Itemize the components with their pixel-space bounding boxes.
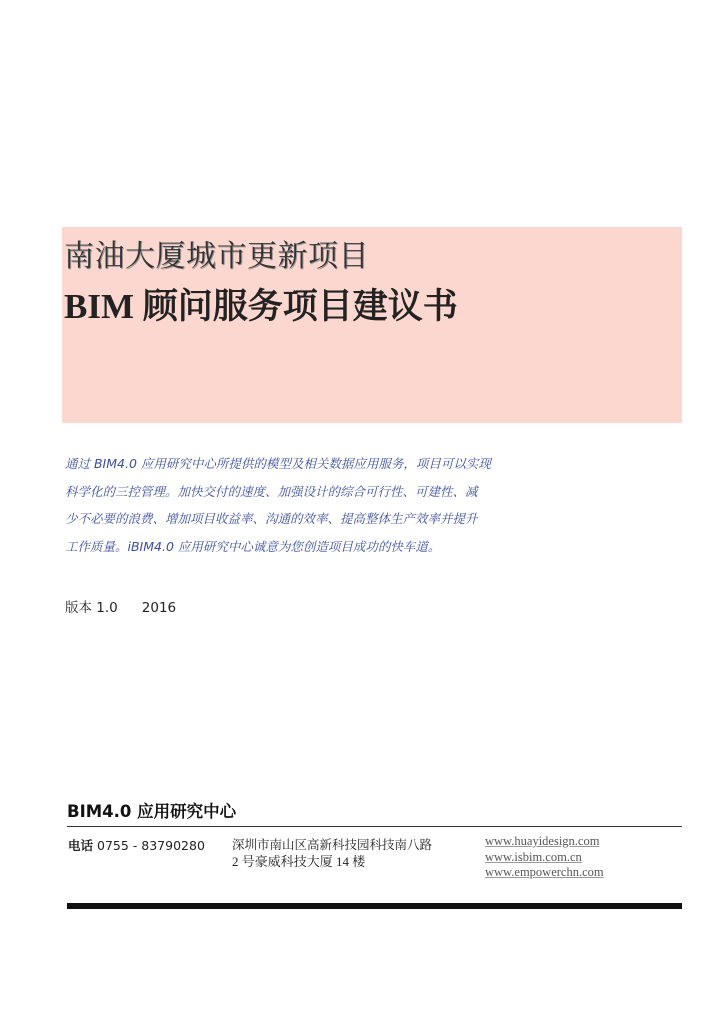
footer-rule (67, 903, 682, 909)
title-block (62, 227, 682, 423)
phone-label: 电话 (68, 838, 94, 853)
divider (67, 826, 682, 827)
address-line-1: 深圳市南山区高新科技园科技南八路 (232, 837, 433, 852)
organization-name: BIM4.0 应用研究中心 (67, 802, 237, 821)
website-link[interactable]: www.isbim.com.cn (485, 849, 582, 864)
phone-number: 0755 - 83790280 (97, 838, 205, 853)
website-list (485, 834, 604, 881)
intro-paragraph (65, 450, 535, 560)
project-title: 南油大厦城市更新项目 (64, 239, 369, 274)
version-label: 版本 1.0 (65, 600, 118, 616)
contact-address (232, 836, 432, 870)
intro-line: 工作质量。iBIM4.0 应用研究中心诚意为您创造项目成功的快车道。 (65, 538, 441, 554)
website-link[interactable]: www.empowerchn.com (485, 865, 604, 879)
contact-phone (68, 836, 205, 854)
intro-line: 少不必要的浪费、增加项目收益率、沟通的效率、提高整体生产效率并提升 (65, 511, 478, 526)
version-info (65, 596, 176, 616)
version-year: 2016 (141, 600, 177, 616)
document-title: BIM 顾问服务项目建议书 (64, 287, 458, 326)
address-line-2: 2 号豪威科技大厦 14 楼 (232, 854, 366, 869)
intro-line: 通过 BIM4.0 应用研究中心所提供的模型及相关数据应用服务，项目可以实现 (65, 456, 491, 471)
intro-line: 科学化的三控管理。加快交付的速度、加强设计的综合可行性、可建性、减 (65, 483, 478, 499)
website-link[interactable]: www.huayidesign.com (485, 834, 600, 848)
